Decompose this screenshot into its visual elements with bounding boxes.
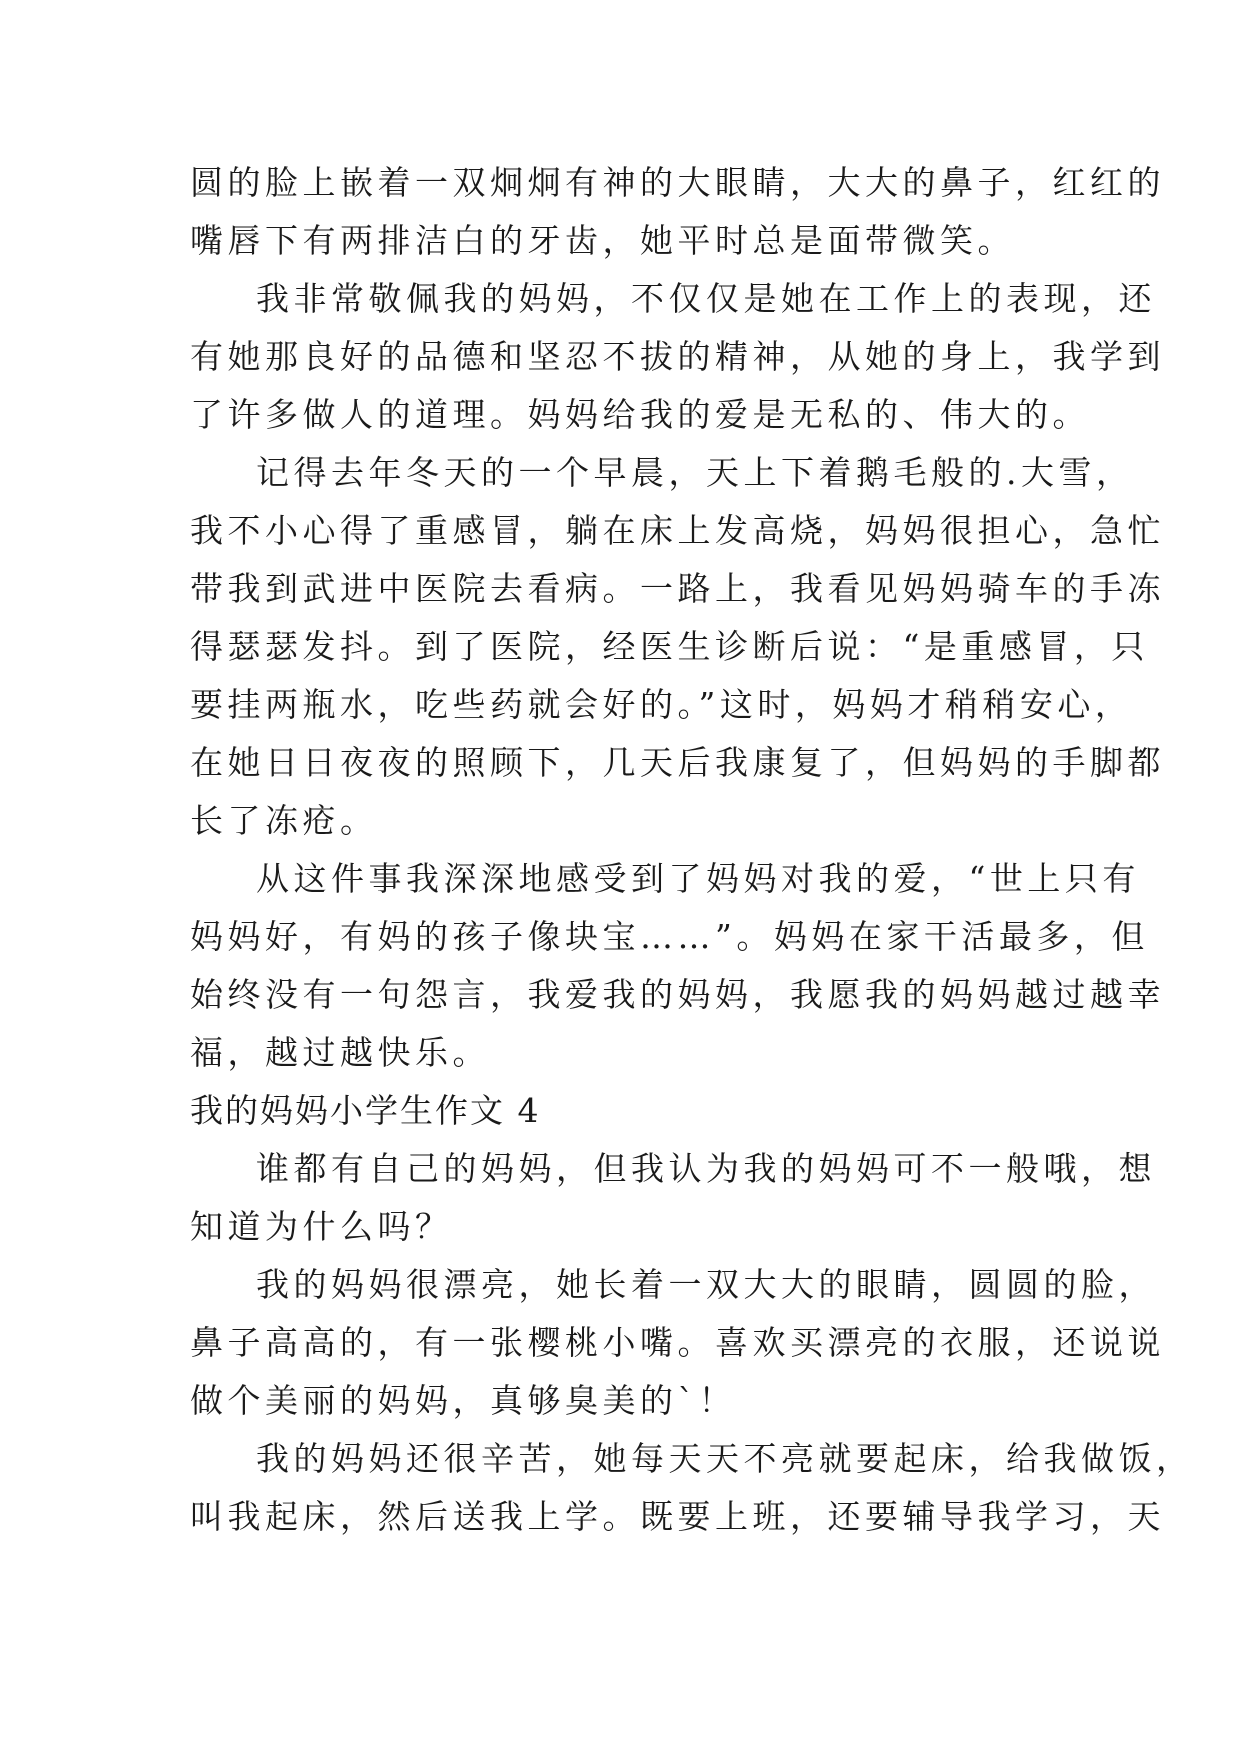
paragraph-start-line: 从这件事我深深地感受到了妈妈对我的爱，“世上只有	[256, 859, 1140, 898]
text-line: 得瑟瑟发抖。到了医院，经医生诊断后说：“是重感冒，只	[190, 627, 1149, 666]
text-line: 我不小心得了重感冒，躺在床上发高烧，妈妈很担心，急忙	[190, 511, 1165, 550]
paragraph-start-line: 我的妈妈还很辛苦，她每天天不亮就要起床，给我做饭，	[256, 1439, 1194, 1478]
essay-text	[190, 154, 1194, 1546]
text-line: 福，越过越快乐。	[190, 1033, 490, 1072]
text-line: 要挂两瓶水，吃些药就会好的。”这时，妈妈才稍稍安心，	[190, 685, 1133, 724]
text-line: 鼻子高高的，有一张樱桃小嘴。喜欢买漂亮的衣服，还说说	[190, 1323, 1165, 1362]
text-line: 做个美丽的妈妈，真够臭美的`！	[190, 1381, 736, 1420]
paragraph-start-line: 我的妈妈很漂亮，她长着一双大大的眼睛，圆圆的脸，	[256, 1265, 1156, 1304]
text-line: 带我到武进中医院去看病。一路上，我看见妈妈骑车的手冻	[190, 569, 1165, 608]
text-line: 嘴唇下有两排洁白的牙齿，她平时总是面带微笑。	[190, 221, 1015, 260]
text-line: 知道为什么吗？	[190, 1207, 453, 1246]
text-line: 圆的脸上嵌着一双炯炯有神的大眼睛，大大的鼻子，红红的	[190, 163, 1165, 202]
text-line: 了许多做人的道理。妈妈给我的爱是无私的、伟大的。	[190, 395, 1090, 434]
text-line: 妈妈好，有妈的孩子像块宝……”。妈妈在家干活最多，但	[190, 917, 1149, 956]
paragraph-start-line: 我非常敬佩我的妈妈，不仅仅是她在工作上的表现，还	[256, 279, 1156, 318]
text-line: 在她日日夜夜的照顾下，几天后我康复了，但妈妈的手脚都	[190, 743, 1165, 782]
paragraph-start-line: 谁都有自己的妈妈，但我认为我的妈妈可不一般哦，想	[256, 1149, 1156, 1188]
text-line: 长了冻疮。	[190, 801, 378, 840]
text-line: 始终没有一句怨言，我爱我的妈妈，我愿我的妈妈越过越幸	[190, 975, 1165, 1014]
text-line: 有她那良好的品德和坚忍不拔的精神，从她的身上，我学到	[190, 337, 1165, 376]
section-heading: 我的妈妈小学生作文 4	[190, 1091, 541, 1130]
paragraph-start-line: 记得去年冬天的一个早晨，天上下着鹅毛般的.大雪，	[256, 453, 1134, 492]
text-line: 叫我起床，然后送我上学。既要上班，还要辅导我学习，天	[190, 1497, 1165, 1536]
